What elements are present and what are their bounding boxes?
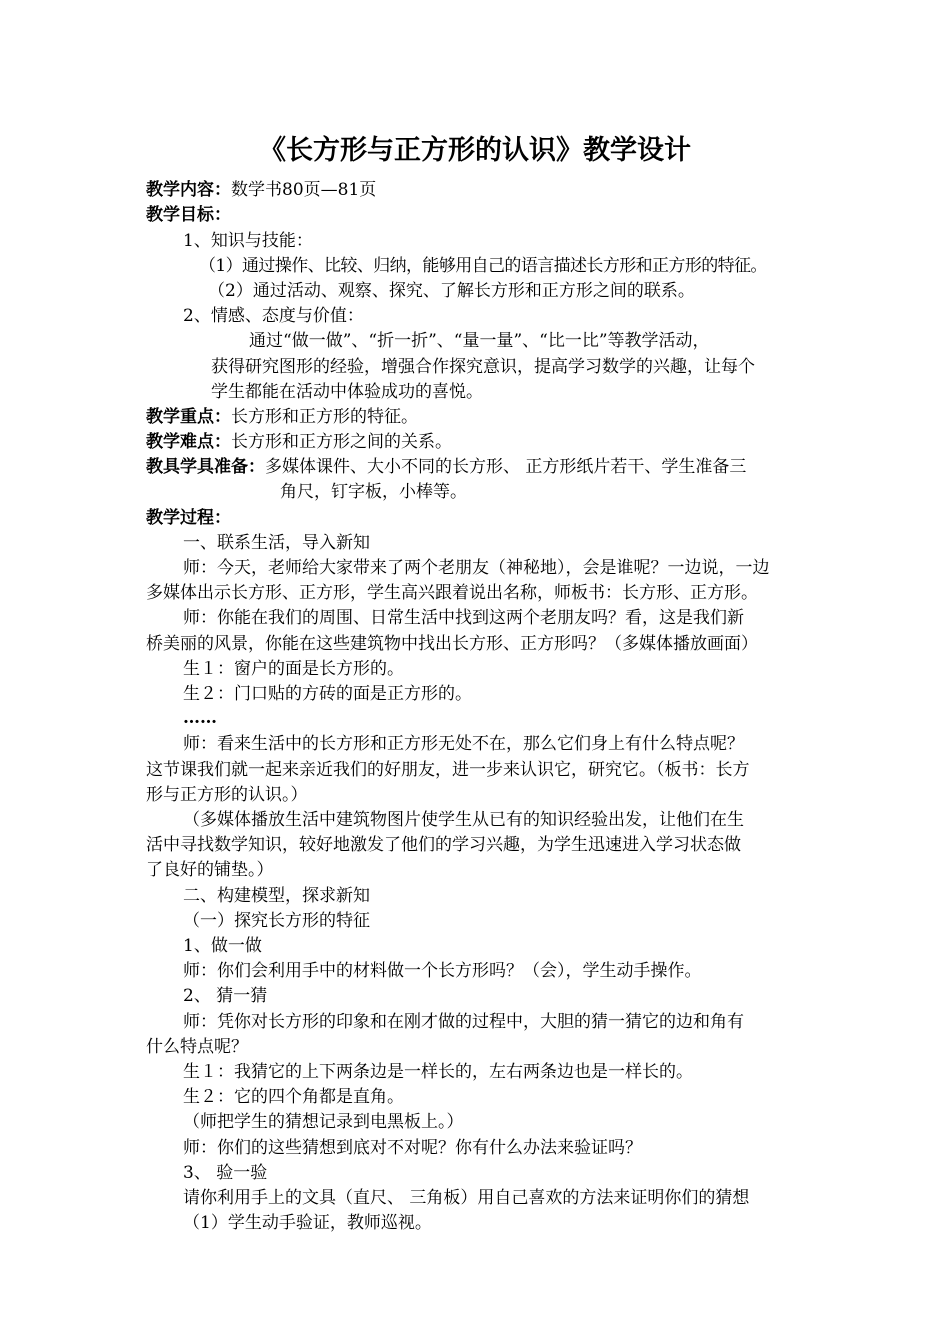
body-line: 生１：窗户的面是长方形的。: [183, 659, 404, 679]
tools-label: 教具学具准备：: [146, 457, 265, 477]
body-line: （多媒体播放生活中建筑物图片使学生从已有的知识经验出发，让他们在生: [183, 810, 744, 830]
tools-text-continued: 角尺，钉字板，小棒等。: [280, 482, 467, 502]
body-line: 多媒体出示长方形、正方形，学生高兴跟着说出名称，师板书：长方形、正方形。: [146, 583, 758, 603]
body-line: 请你利用手上的文具（直尺、 三角板）用自己喜欢的方法来证明你们的猜想: [183, 1188, 750, 1208]
tools-line: [146, 455, 746, 479]
key-point-text: 长方形和正方形的特征。: [231, 407, 418, 427]
document-title: 《长方形与正方形的认识》教学设计: [259, 135, 691, 166]
tools-text: 多媒体课件、大小不同的长方形、 正方形纸片若干、学生准备三: [265, 457, 747, 477]
body-line: 师：你们会利用手中的材料做一个长方形吗？（会），学生动手操作。: [183, 961, 702, 981]
body-line: 形与正方形的认识。）: [146, 785, 308, 805]
objective-line: 学生都能在活动中体验成功的喜悦。: [211, 382, 483, 402]
body-line: 生２：它的四个角都是直角。: [183, 1087, 404, 1107]
objective-emotion-heading: 2、情感、态度与价值：: [183, 306, 364, 326]
key-point-line: [146, 405, 418, 429]
body-line: 活中寻找数学知识，较好地激发了他们的学习兴趣，为学生迅速进入学习状态做: [146, 835, 741, 855]
objective-knowledge-heading: 1、知识与技能：: [183, 231, 313, 251]
step-heading: 1、做一做: [183, 936, 262, 956]
objective-line: 获得研究图形的经验，增强合作探究意识，提高学习数学的兴趣，让每个: [211, 357, 755, 377]
step-heading: 2、 猜一猜: [183, 986, 268, 1006]
body-line: 了良好的铺垫。）: [146, 860, 274, 880]
body-line: 师：凭你对长方形的印象和在刚才做的过程中，大胆的猜一猜它的边和角有: [183, 1012, 744, 1032]
key-point-label: 教学重点：: [146, 407, 231, 427]
objective-line: （2）通过活动、观察、探究、了解长方形和正方形之间的联系。: [208, 281, 695, 301]
body-line: 生１：我猜它的上下两条边是一样长的，左右两条边也是一样长的。: [183, 1062, 693, 1082]
process-label: 教学过程：: [146, 508, 231, 528]
teaching-content-line: [146, 178, 376, 202]
body-line: 师：今天，老师给大家带来了两个老朋友（神秘地），会是谁呢？一边说，一边: [183, 558, 770, 578]
difficulty-line: [146, 430, 452, 454]
difficulty-label: 教学难点：: [146, 432, 231, 452]
step-heading: 3、 验一验: [183, 1163, 268, 1183]
section-heading: 一、联系生活，导入新知: [183, 533, 370, 553]
teaching-objectives-label: 教学目标：: [146, 205, 231, 225]
difficulty-text: 长方形和正方形之间的关系。: [231, 432, 452, 452]
body-line: 师：看来生活中的长方形和正方形无处不在，那么它们身上有什么特点呢？: [183, 734, 744, 754]
objective-line: 通过“做一做”、“折一折”、“量一量”、“比一比”等教学活动，: [249, 331, 710, 351]
ellipsis-line: ……: [183, 708, 217, 728]
body-line: 师：你能在我们的周围、日常生活中找到这两个老朋友吗？看，这是我们新: [183, 608, 744, 628]
body-line: 这节课我们就一起来亲近我们的好朋友，进一步来认识它，研究它。（板书：长方: [146, 760, 750, 780]
subsection-heading: （一）探究长方形的特征: [183, 911, 370, 931]
body-line: 师：你们的这些猜想到底对不对呢？你有什么办法来验证吗？: [183, 1138, 642, 1158]
teaching-content-text: 数学书80页—81页: [231, 180, 377, 200]
body-line: （1）学生动手验证，教师巡视。: [183, 1213, 432, 1233]
section-heading: 二、构建模型，探求新知: [183, 886, 370, 906]
teaching-content-label: 教学内容：: [146, 180, 231, 200]
body-line: 生２：门口贴的方砖的面是正方形的。: [183, 684, 472, 704]
body-line: 桥美丽的风景，你能在这些建筑物中找出长方形、正方形吗？（多媒体播放画面）: [146, 634, 758, 654]
objective-line: （1）通过操作、比较、归纳，能够用自己的语言描述长方形和正方形的特征。: [199, 256, 767, 276]
body-line: 什么特点呢？: [146, 1037, 248, 1057]
body-line: （师把学生的猜想记录到电黑板上。）: [183, 1112, 464, 1132]
